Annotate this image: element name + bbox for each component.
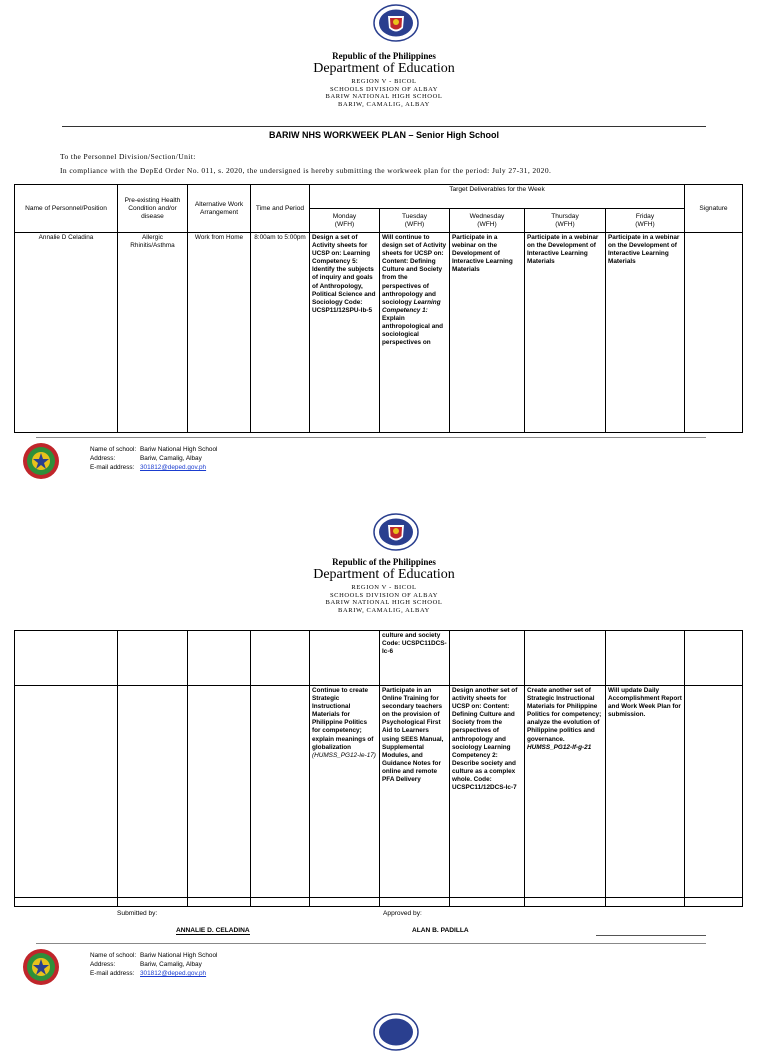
department-title: Department of Education xyxy=(313,567,455,582)
deped-seal-icon xyxy=(373,4,419,42)
republic-line: Republic of the Philippines xyxy=(332,51,436,61)
school-logo-icon xyxy=(22,442,60,480)
address-line: BARIW, CAMALIG, ALBAY xyxy=(338,100,430,108)
cell-wednesday: Participate in a webinar on the Development of Interactive Learning Materials xyxy=(450,233,525,433)
footer-address-value: Bariw, Camalig, Albay xyxy=(140,961,202,968)
cell-tuesday-2: Participate in an Online Training for secondary teachers on the provision of Psychological First Aid to Learners using SEES Manual, Supplemental Modules, and Guidance Notes for online and remote PFA Delivery xyxy=(380,686,450,898)
republic-line: Republic of the Philippines xyxy=(332,557,436,567)
deped-seal-icon xyxy=(373,513,419,551)
cell-thursday: Participate in a webinar on the Development of Interactive Learning Materials xyxy=(525,233,606,433)
footer-rule xyxy=(36,437,706,438)
header-condition: Pre-existing Health Condition and/or disease xyxy=(118,185,188,233)
submitted-label: Submitted by: xyxy=(117,910,158,917)
deped-seal-icon xyxy=(373,1013,419,1051)
footer-address-value: Bariw, Camalig, Albay xyxy=(140,455,202,462)
cell-signature xyxy=(685,233,743,433)
cell-condition: Allergic Rhinitis/Asthma xyxy=(118,233,188,433)
approved-name: ALAN B. PADILLA xyxy=(412,927,469,934)
footer-name-label: Name of school: xyxy=(90,446,137,453)
header-deliverables: Target Deliverables for the Week xyxy=(310,185,685,209)
header-arrangement: Alternative Work Arrangement xyxy=(188,185,251,233)
school-line: BARIW NATIONAL HIGH SCHOOL xyxy=(325,93,443,100)
school-line: BARIW NATIONAL HIGH SCHOOL xyxy=(325,599,443,606)
cell-name: Annalie D Celadina xyxy=(15,233,118,433)
cell-friday: Participate in a webinar on the Development of Interactive Learning Materials xyxy=(606,233,685,433)
cell-tuesday-continued: culture and society Code: UCSPC11DCS-Ic-6 xyxy=(380,631,450,686)
header-friday: Friday (WFH) xyxy=(606,209,685,233)
footer-email-link[interactable]: 301812@deped.gov.ph xyxy=(140,464,207,471)
approved-rule xyxy=(596,935,706,936)
footer-address-label: Address: xyxy=(90,455,116,462)
region-line: REGION V - BICOL xyxy=(351,78,417,85)
division-line: SCHOOLS DIVISION OF ALBAY xyxy=(329,591,439,599)
cell-friday-2: Will update Daily Accomplishment Report and Work Week Plan for submission. xyxy=(606,686,685,898)
footer-name-value: Bariw National High School xyxy=(140,952,218,959)
cell-monday: Design a set of Activity sheets for UCSP on: Learning Competency 5: Identify the subjects of inquiry and goals of Anthropology, Political Science and Sociology Code: UCSP11/12SPU-Ib-5 xyxy=(310,233,380,433)
footer-rule xyxy=(36,943,706,944)
footer xyxy=(22,948,322,988)
cell-thursday-2: Create another set of Strategic Instructional Materials for Philippine Politics for competency; analyze the evolution of Philippine politics and governance. HUMSS_PG12-If-g-21 xyxy=(525,686,606,898)
header-rule xyxy=(62,126,706,127)
compliance-line: In compliance with the DepEd Order No. 011, s. 2020, the undersigned is hereby submitting the workweek plan for the period: July 27-31, 2020. xyxy=(60,166,552,175)
header-name: Name of Personnel/Position xyxy=(15,185,118,233)
footer-email-link[interactable]: 301812@deped.gov.ph xyxy=(140,970,207,977)
submitted-name: ANNALIE D. CELADINA xyxy=(176,927,250,934)
footer-email-label: E-mail address: xyxy=(90,970,135,977)
footer-name-label: Name of school: xyxy=(90,952,137,959)
header-wednesday: Wednesday (WFH) xyxy=(450,209,525,233)
header-signature: Signature xyxy=(685,185,743,233)
header-tuesday: Tuesday (WFH) xyxy=(380,209,450,233)
plan-title: BARIW NHS WORKWEEK PLAN – Senior High School xyxy=(268,130,499,140)
cell-arrangement: Work from Home xyxy=(188,233,251,433)
footer-name-value: Bariw National High School xyxy=(140,446,218,453)
cell-monday-2: Continue to create Strategic Instructional Materials for Philippine Politics for competency; explain meanings of globalization (HUMSS_PG12-Ie-17) xyxy=(310,686,380,898)
cell-time: 8:00am to 5:00pm xyxy=(251,233,310,433)
cell-wednesday-2: Design another set of activity sheets for UCSP on: Content: Defining Culture and Society from the perspectives of anthropology and sociology Learning Competency 2: Describe society and culture as a complex whole. Code: UCSPC11/12DCS-Ic-7 xyxy=(450,686,525,898)
workweek-table xyxy=(14,184,743,433)
division-line: SCHOOLS DIVISION OF ALBAY xyxy=(329,85,439,93)
approved-label: Approved by: xyxy=(383,910,422,917)
header-thursday: Thursday (WFH) xyxy=(525,209,606,233)
footer-address-label: Address: xyxy=(90,961,116,968)
addressee-line: To the Personnel Division/Section/Unit: xyxy=(60,152,196,161)
footer-email-label: E-mail address: xyxy=(90,464,135,471)
header-monday: Monday (WFH) xyxy=(310,209,380,233)
cell-tuesday: Will continue to design set of Activity sheets for UCSP on: Content: Defining Culture and Society from the perspectives of anthropology and sociology Learning Competency 1: Explain anthropological and sociological perspectives on xyxy=(380,233,450,433)
region-line: REGION V - BICOL xyxy=(351,584,417,591)
address-line: BARIW, CAMALIG, ALBAY xyxy=(338,606,430,614)
workweek-table-continued xyxy=(14,630,743,907)
department-title: Department of Education xyxy=(313,61,455,76)
header-time: Time and Period xyxy=(251,185,310,233)
footer xyxy=(22,442,322,482)
school-logo-icon xyxy=(22,948,60,986)
